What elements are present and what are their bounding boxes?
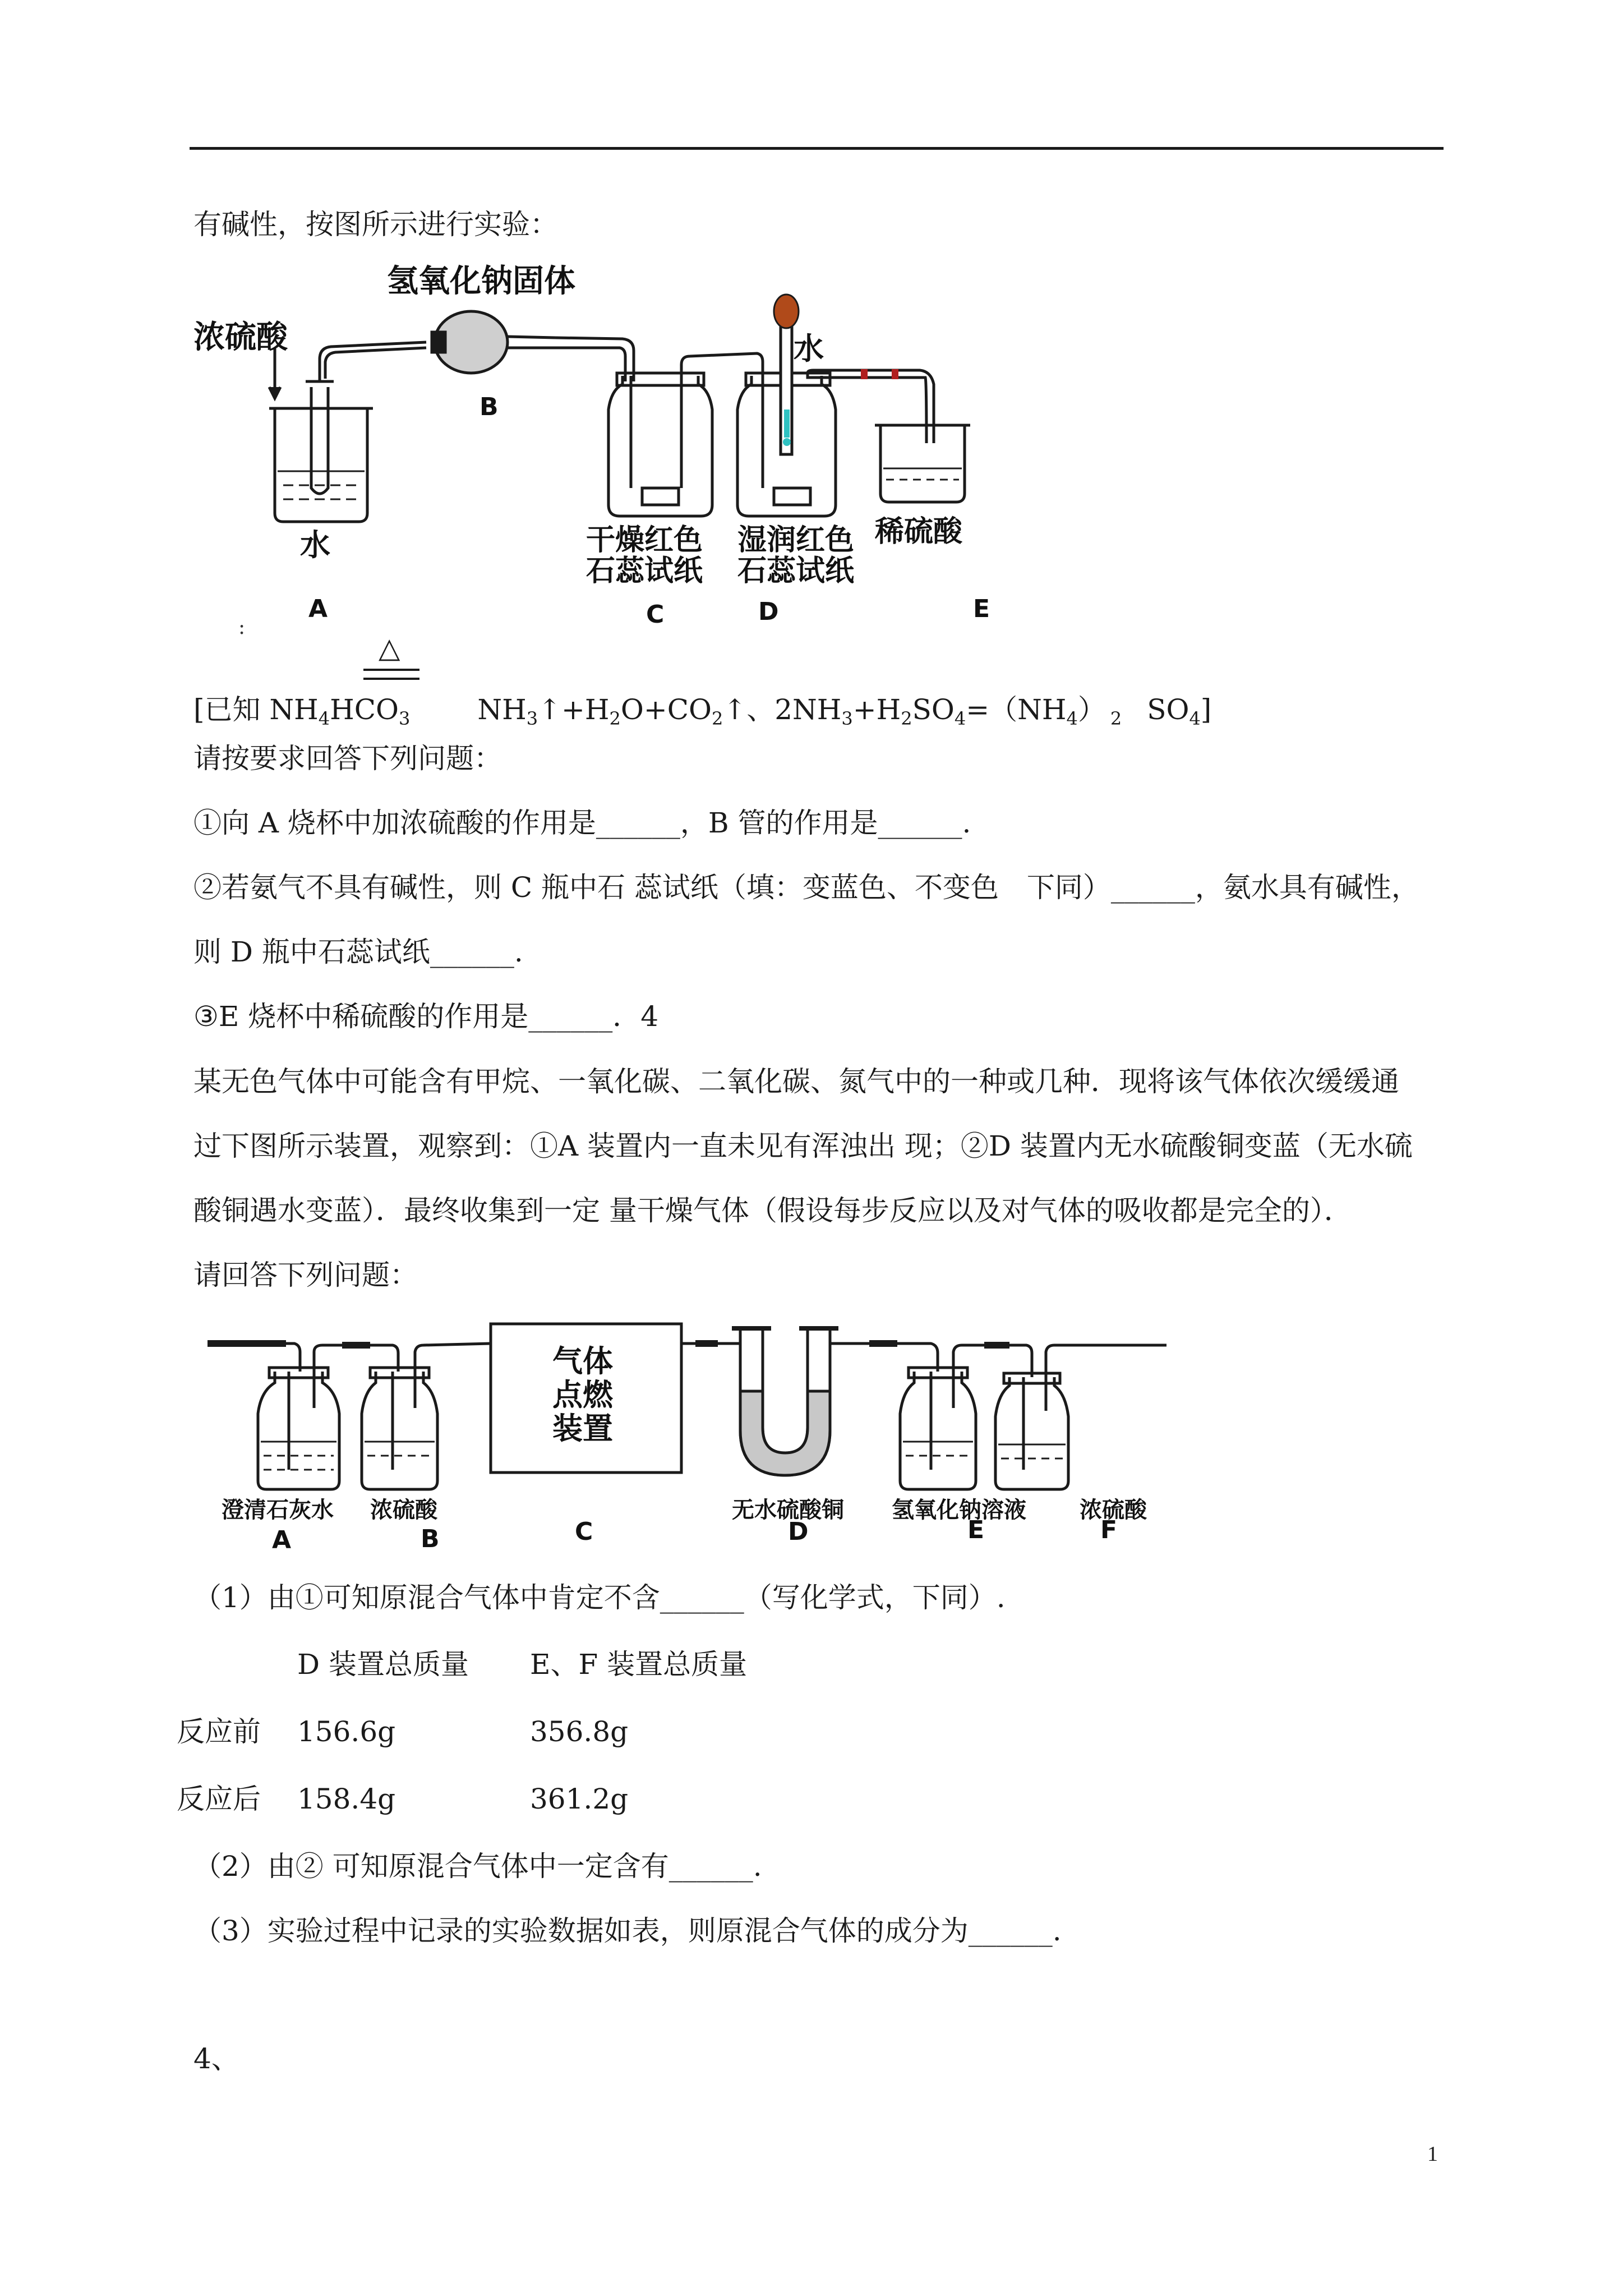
q1-item-3: ③E 烧杯中稀硫酸的作用是______．4 — [193, 1000, 659, 1033]
q2-prompt: 请回答下列问题： — [193, 1259, 418, 1291]
conc-h2so4-label: 浓硫酸 — [193, 319, 288, 356]
name-b: 浓硫酸 — [370, 1497, 437, 1523]
table-cell-ef-before: 356.8g — [530, 1715, 629, 1748]
page-number: 1 — [1427, 2142, 1438, 2166]
water-a-label: 水 — [300, 527, 330, 563]
table-header-ef: E、F 装置总质量 — [530, 1648, 748, 1681]
letter-e: E — [973, 595, 990, 623]
table-header-d: D 装置总质量 — [297, 1648, 469, 1681]
q1-item-2: ②若氨气不具有碱性，则 C 瓶中石 蕊试纸（填：变蓝色、不变色 下同）______，氨水具有碱性， — [193, 871, 1419, 904]
q2-para-2: 过下图所示装置，观察到：①A 装置内一直未见有浑浊出 现；②D 装置内无水硫酸铜变蓝（无水硫 — [193, 1130, 1413, 1162]
q2-para-1: 某无色气体中可能含有甲烷、一氧化碳、二氧化碳、氮气中的一种或几种．现将该气体依次缓缓通 — [193, 1065, 1399, 1098]
name-a: 澄清石灰水 — [222, 1497, 334, 1523]
letter-c: C — [646, 600, 665, 629]
dilute-h2so4-label: 稀硫酸 — [875, 515, 963, 549]
letter2-e: E — [967, 1516, 985, 1544]
table-cell-ef-after: 361.2g — [530, 1783, 629, 1815]
q1-item-2b: 则 D 瓶中石蕊试纸______. — [193, 936, 523, 968]
known-equations: [已知 $NH_4HCO_3$ $NH_3↑+H_2O+CO_2↑$、$2NH_3+H_2SO_4=(NH_4)$ $_2$ $SO_4$] — [193, 693, 1212, 729]
next-question-number: 4、 — [193, 2042, 239, 2075]
letter2-a: A — [272, 1526, 292, 1554]
header-rule — [190, 147, 1444, 150]
reaction-arrow-line-1 — [363, 669, 419, 671]
letter-a: A — [308, 595, 328, 623]
heat-symbol: △ — [379, 632, 400, 664]
letter-b: B — [479, 393, 499, 421]
q2-sub-2: （2）由② 可知原混合气体中一定含有______. — [193, 1850, 762, 1883]
letter-d: D — [758, 597, 779, 626]
q2-para-3: 酸铜遇水变蓝）．最终收集到一定 量干燥气体（假设每步反应以及对气体的吸收都是完全的）． — [193, 1194, 1352, 1227]
letter2-b: B — [421, 1525, 440, 1553]
burner-box-text-1: 气体 — [552, 1343, 613, 1379]
q1-item-1: ①向 A 烧杯中加浓硫酸的作用是______，B 管的作用是______. — [193, 807, 971, 839]
burner-box-text-3: 装置 — [552, 1411, 613, 1446]
dry-paper-label-2: 石蕊试纸 — [586, 554, 703, 588]
letter2-f: F — [1100, 1516, 1118, 1544]
stray-mark: : — [238, 616, 246, 639]
table-cell-d-before: 156.6g — [297, 1715, 396, 1748]
gas-analysis-apparatus-diagram — [202, 1318, 1178, 1559]
name-d: 无水硫酸铜 — [732, 1497, 844, 1523]
intro-line: 有碱性，按图所示进行实验： — [193, 208, 558, 241]
water-top-label: 水 — [794, 331, 824, 366]
letter2-d: D — [788, 1517, 809, 1546]
dry-paper-label-1: 干燥红色 — [586, 523, 703, 557]
wet-paper-label-1: 湿润红色 — [737, 523, 855, 557]
table-cell-d-after: 158.4g — [297, 1783, 396, 1815]
wet-paper-label-2: 石蕊试纸 — [737, 554, 855, 588]
name-e: 氢氧化钠溶液 — [892, 1497, 1026, 1523]
name-f: 浓硫酸 — [1080, 1497, 1147, 1523]
reaction-arrow-line-2 — [363, 678, 419, 680]
table-row-label-after: 反应后 — [177, 1783, 261, 1815]
letter2-c: C — [575, 1517, 593, 1546]
q1-prompt: 请按要求回答下列问题： — [193, 742, 502, 775]
q2-sub-3: （3）实验过程中记录的实验数据如表，则原混合气体的成分为______. — [193, 1915, 1062, 1947]
ammonia-apparatus-diagram — [185, 264, 1060, 656]
burner-box-text-2: 点燃 — [552, 1377, 613, 1412]
naoh-solid-label: 氢氧化钠固体 — [387, 263, 575, 300]
table-row-label-before: 反应前 — [177, 1715, 261, 1748]
q2-sub-1: （1）由①可知原混合气体中肯定不含______（写化学式，下同）. — [193, 1581, 1006, 1614]
